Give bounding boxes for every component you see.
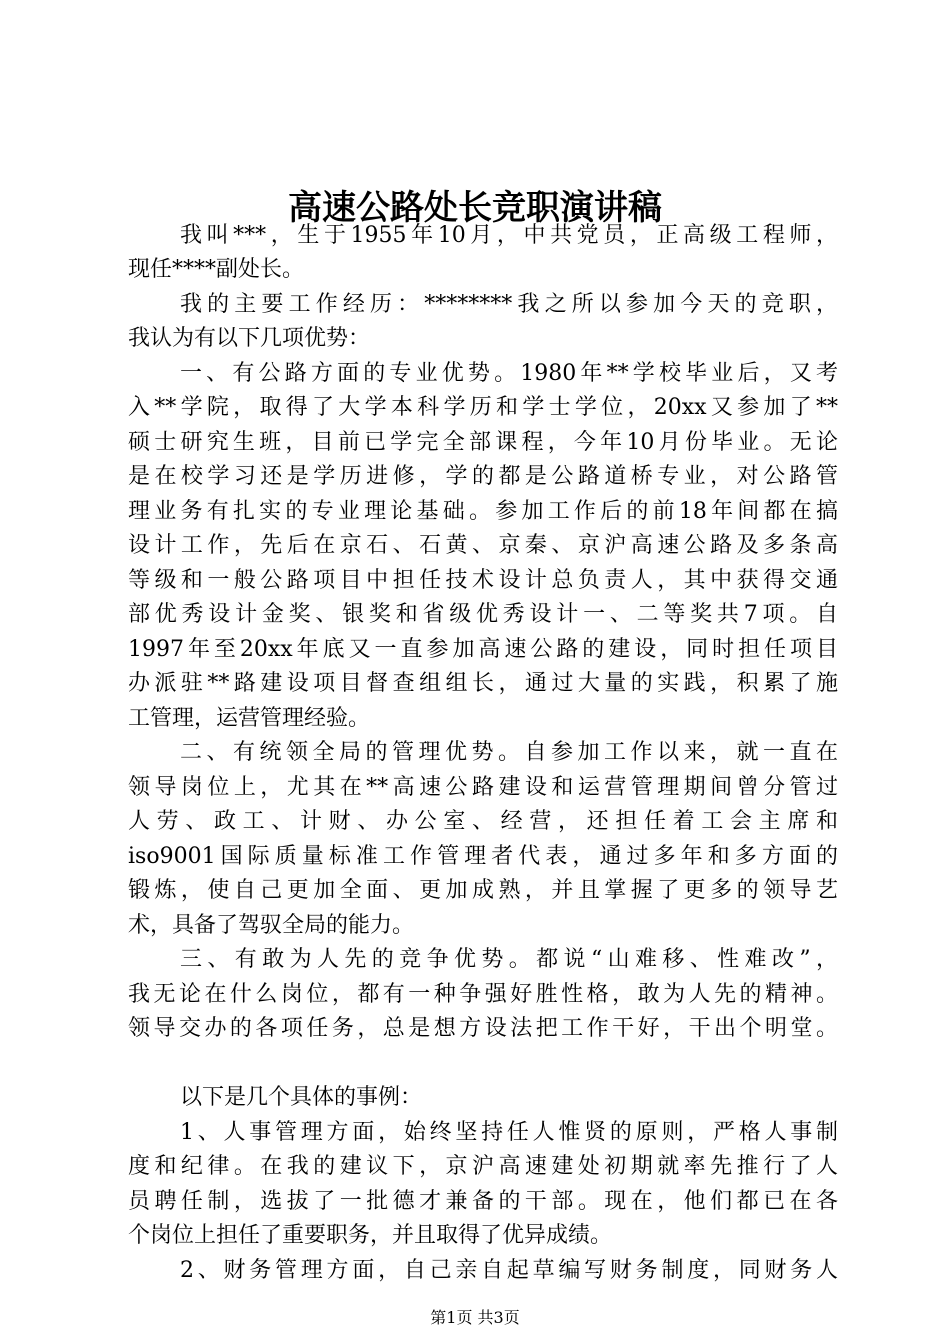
paragraph-line: 一、有公路方面的专业优势。1980年**学校毕业后，又考 xyxy=(180,361,838,386)
paragraph-line: 设计工作，先后在京石、石黄、京秦、京沪高速公路及多条高 xyxy=(128,533,838,558)
paragraph-line: 以下是几个具体的事例： xyxy=(180,1085,423,1110)
paragraph-line: 工管理，运营管理经验。 xyxy=(128,706,371,731)
paragraph-line: iso9001国际质量标准工作管理者代表，通过多年和多方面的 xyxy=(128,844,838,869)
paragraph-line: 办派驻**路建设项目督查组组长，通过大量的实践，积累了施 xyxy=(128,671,838,696)
document-title: 高速公路处长竞职演讲稿 xyxy=(288,188,662,228)
paragraph-line: 1997年至20xx年底又一直参加高速公路的建设，同时担任项目 xyxy=(128,637,838,662)
paragraph-line: 是在校学习还是学历进修，学的都是公路道桥专业，对公路管 xyxy=(128,464,838,489)
paragraph-line: 度和纪律。在我的建议下，京沪高速建处初期就率先推行了人 xyxy=(128,1154,838,1179)
paragraph-line: 1、人事管理方面，始终坚持任人惟贤的原则，严格人事制 xyxy=(180,1120,838,1145)
paragraph-line: 我叫***，生于1955年10月，中共党员，正高级工程师， xyxy=(180,223,838,248)
paragraph-line: 锻炼，使自己更加全面、更加成熟，并且掌握了更多的领导艺 xyxy=(128,878,838,903)
paragraph-line: 三、有敢为人先的竞争优势。都说“山难移、性难改”， xyxy=(180,947,838,972)
paragraph-line: 等级和一般公路项目中担任技术设计总负责人，其中获得交通 xyxy=(128,568,838,593)
paragraph-line: 领导交办的各项任务，总是想方设法把工作干好，干出个明堂。 xyxy=(128,1016,838,1041)
paragraph-line: 个岗位上担任了重要职务，并且取得了优异成绩。 xyxy=(128,1223,613,1248)
paragraph-line: 理业务有扎实的专业理论基础。参加工作后的前18年间都在搞 xyxy=(128,499,838,524)
page-footer: 第1页 共3页 xyxy=(430,1308,520,1327)
paragraph-line: 硕士研究生班，目前已学完全部课程，今年10月份毕业。无论 xyxy=(128,430,838,455)
paragraph-line: 领导岗位上，尤其在**高速公路建设和运营管理期间曾分管过 xyxy=(128,775,838,800)
paragraph-line: 术，具备了驾驭全局的能力。 xyxy=(128,913,415,938)
paragraph-line: 部优秀设计金奖、银奖和省级优秀设计一、二等奖共7项。自 xyxy=(128,602,838,627)
paragraph-line: 我的主要工作经历：********我之所以参加今天的竞职， xyxy=(180,292,838,317)
paragraph-line: 我无论在什么岗位，都有一种争强好胜性格，敢为人先的精神。 xyxy=(128,982,838,1007)
paragraph-line: 二、有统领全局的管理优势。自参加工作以来，就一直在 xyxy=(180,740,838,765)
paragraph-line: 员聘任制，选拔了一批德才兼备的干部。现在，他们都已在各 xyxy=(128,1189,838,1214)
paragraph-line: 人劳、政工、计财、办公室、经营，还担任着工会主席和 xyxy=(128,809,838,834)
paragraph-line: 2、财务管理方面，自己亲自起草编写财务制度，同财务人 xyxy=(180,1258,838,1283)
paragraph-line: 我认为有以下几项优势： xyxy=(128,326,371,351)
paragraph-line: 入**学院，取得了大学本科学历和学士学位，20xx又参加了** xyxy=(128,395,838,420)
paragraph-line: 现任****副处长。 xyxy=(128,257,305,282)
